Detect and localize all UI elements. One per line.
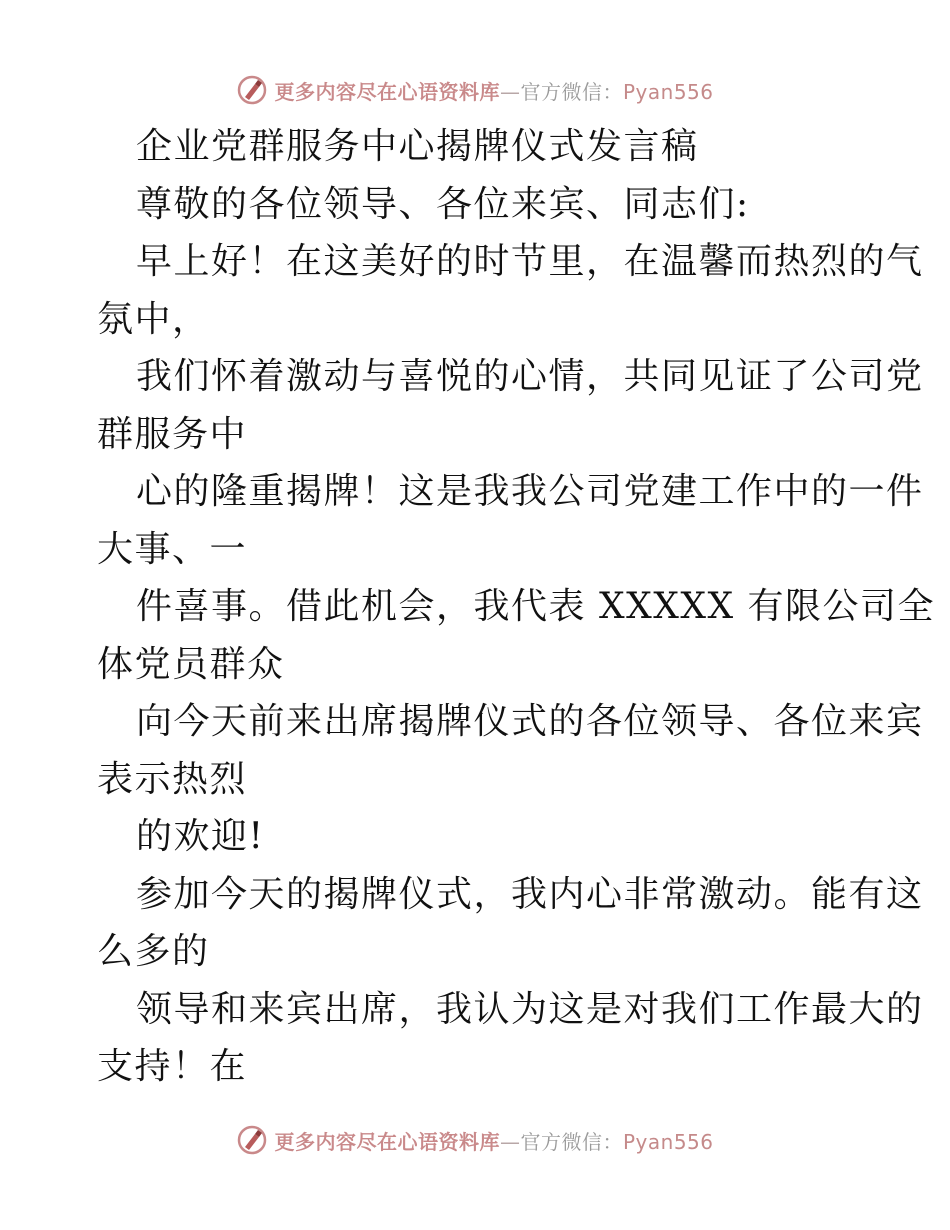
doc-line: 参加今天的揭牌仪式，我内心非常激动。能有这 — [136, 873, 924, 915]
doc-line: 支持！在 — [97, 1046, 248, 1087]
header-watermark — [0, 70, 950, 110]
watermark-dash: — — [499, 79, 521, 104]
watermark-id: Pyan556 — [622, 79, 714, 104]
doc-line: 尊敬的各位领导、各位来宾、同志们: — [136, 183, 750, 225]
doc-line: 我们怀着激动与喜悦的心情，共同见证了公司党 — [136, 356, 924, 397]
footer-watermark — [0, 1120, 950, 1160]
watermark-text — [274, 76, 713, 105]
watermark-brand: 更多内容尽在心语资料库 — [274, 1129, 500, 1154]
doc-line: 心的隆重揭牌！这是我我公司党建工作中的一件 — [136, 471, 924, 512]
doc-line: 么多的 — [97, 931, 210, 972]
watermark-official: 官方微信： — [520, 1129, 623, 1154]
watermark-official: 官方微信： — [520, 79, 623, 104]
watermark-dash: — — [499, 1129, 521, 1154]
pen-logo-icon — [236, 74, 268, 106]
doc-line: 早上好！在这美好的时节里，在温馨而热烈的气 — [136, 241, 924, 282]
doc-line: 向今天前来出席揭牌仪式的各位领导、各位来宾 — [136, 701, 924, 742]
watermark-id: Pyan556 — [622, 1129, 714, 1154]
doc-line: 氛中， — [97, 298, 210, 340]
doc-line: 领导和来宾出席，我认为这是对我们工作最大的 — [136, 988, 924, 1030]
doc-line: 体党员群众 — [97, 643, 285, 685]
watermark-text — [274, 1126, 713, 1155]
pen-logo-icon — [236, 1124, 268, 1156]
document-body — [97, 118, 936, 1096]
doc-line: 表示热烈 — [97, 758, 248, 800]
doc-line: 群服务中 — [97, 413, 248, 455]
watermark-brand: 更多内容尽在心语资料库 — [274, 79, 500, 104]
doc-line: 件喜事。借此机会，我代表 XXXXX 有限公司全 — [136, 586, 936, 627]
doc-line: 大事、一 — [97, 528, 248, 570]
doc-line: 的欢迎! — [136, 816, 265, 857]
doc-title: 企业党群服务中心揭牌仪式发言稿 — [136, 126, 699, 167]
